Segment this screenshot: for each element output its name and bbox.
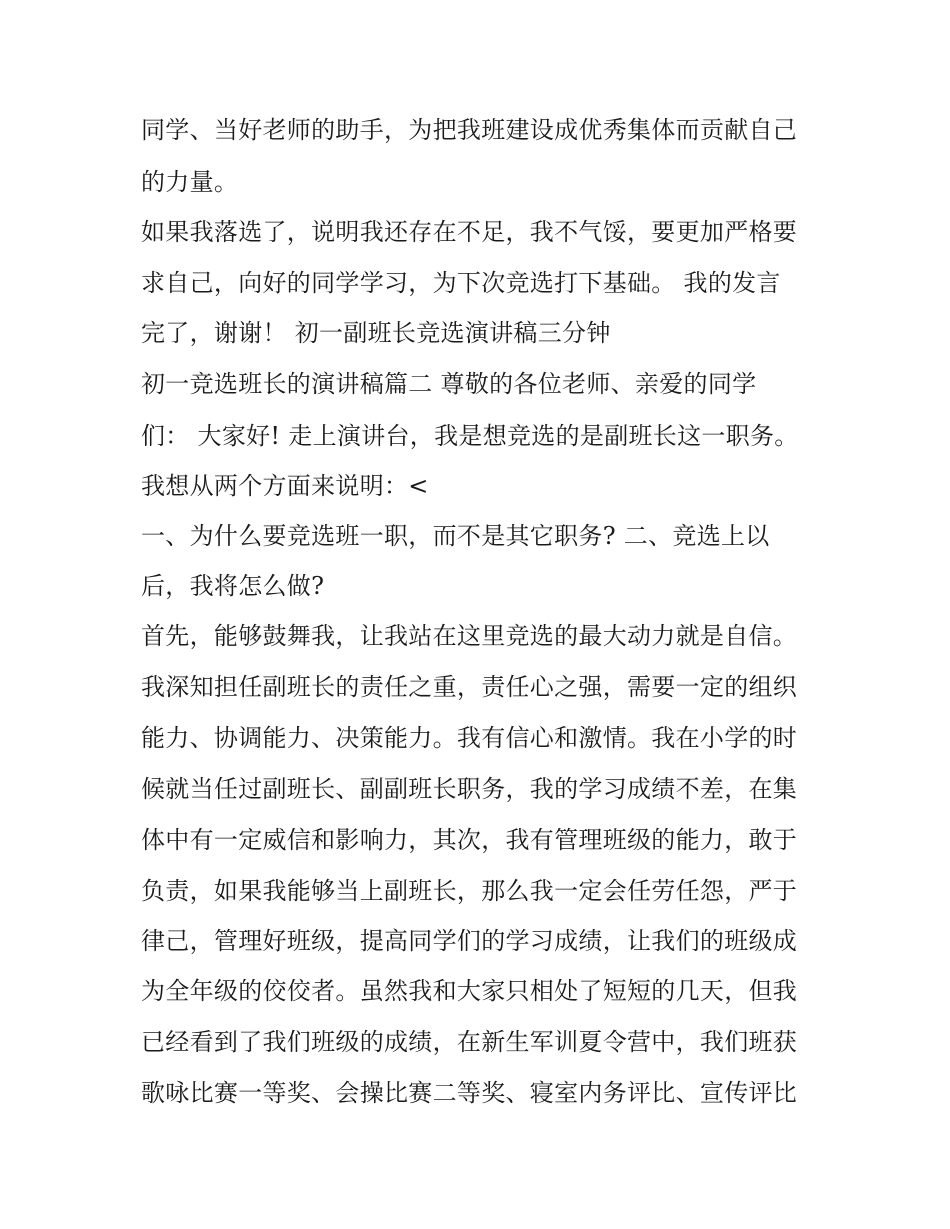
text-line: 完了，谢谢！ 初一副班长竞选演讲稿三分钟 [141,319,611,347]
text-line: 体中有一定威信和影响力，其次，我有管理班级的能力，敢于 [141,826,798,854]
text-line: 我想从两个方面来说明：< [141,472,429,500]
text-line: 如果我落选了，说明我还存在不足，我不气馁，要更加严格要 [141,218,798,246]
text-line: 我深知担任副班长的责任之重，责任心之强，需要一定的组织 [141,673,798,701]
text-line: 负责，如果我能够当上副班长，那么我一定会任劳任怨，严于 [141,877,798,905]
text-line: 求自己，向好的同学学习，为下次竞选打下基础。 我的发言 [141,269,781,297]
text-line: 的力量。 [141,168,239,196]
text-line: 首先，能够鼓舞我，让我站在这里竞选的最大动力就是自信。 [141,622,798,650]
text-line: 已经看到了我们班级的成绩，在新生军训夏令营中，我们班获 [141,1028,798,1056]
text-line: 为全年级的佼佼者。虽然我和大家只相处了短短的几天，但我 [141,977,798,1005]
text-line: 能力、协调能力、决策能力。我有信心和激情。我在小学的时 [141,724,798,752]
text-line: 初一竞选班长的演讲稿篇二 尊敬的各位老师、亲爱的同学 [141,370,757,398]
text-line: 歌咏比赛一等奖、会操比赛二等奖、寝室内务评比、宣传评比 [141,1079,798,1107]
text-line: 候就当任过副班长、副副班长职务，我的学习成绩不差，在集 [141,775,798,803]
text-line: 律己，管理好班级，提高同学们的学习成绩，让我们的班级成 [141,927,798,955]
text-line: 们： 大家好! 走上演讲台，我是想竞选的是副班长这一职务。 [141,422,799,450]
text-line: 后，我将怎么做? [141,572,325,600]
text-line: 一、为什么要竞选班一职，而不是其它职务? 二、竞选上以 [141,522,770,550]
text-line: 同学、当好老师的助手，为把我班建设成优秀集体而贡献自己 [141,116,798,144]
